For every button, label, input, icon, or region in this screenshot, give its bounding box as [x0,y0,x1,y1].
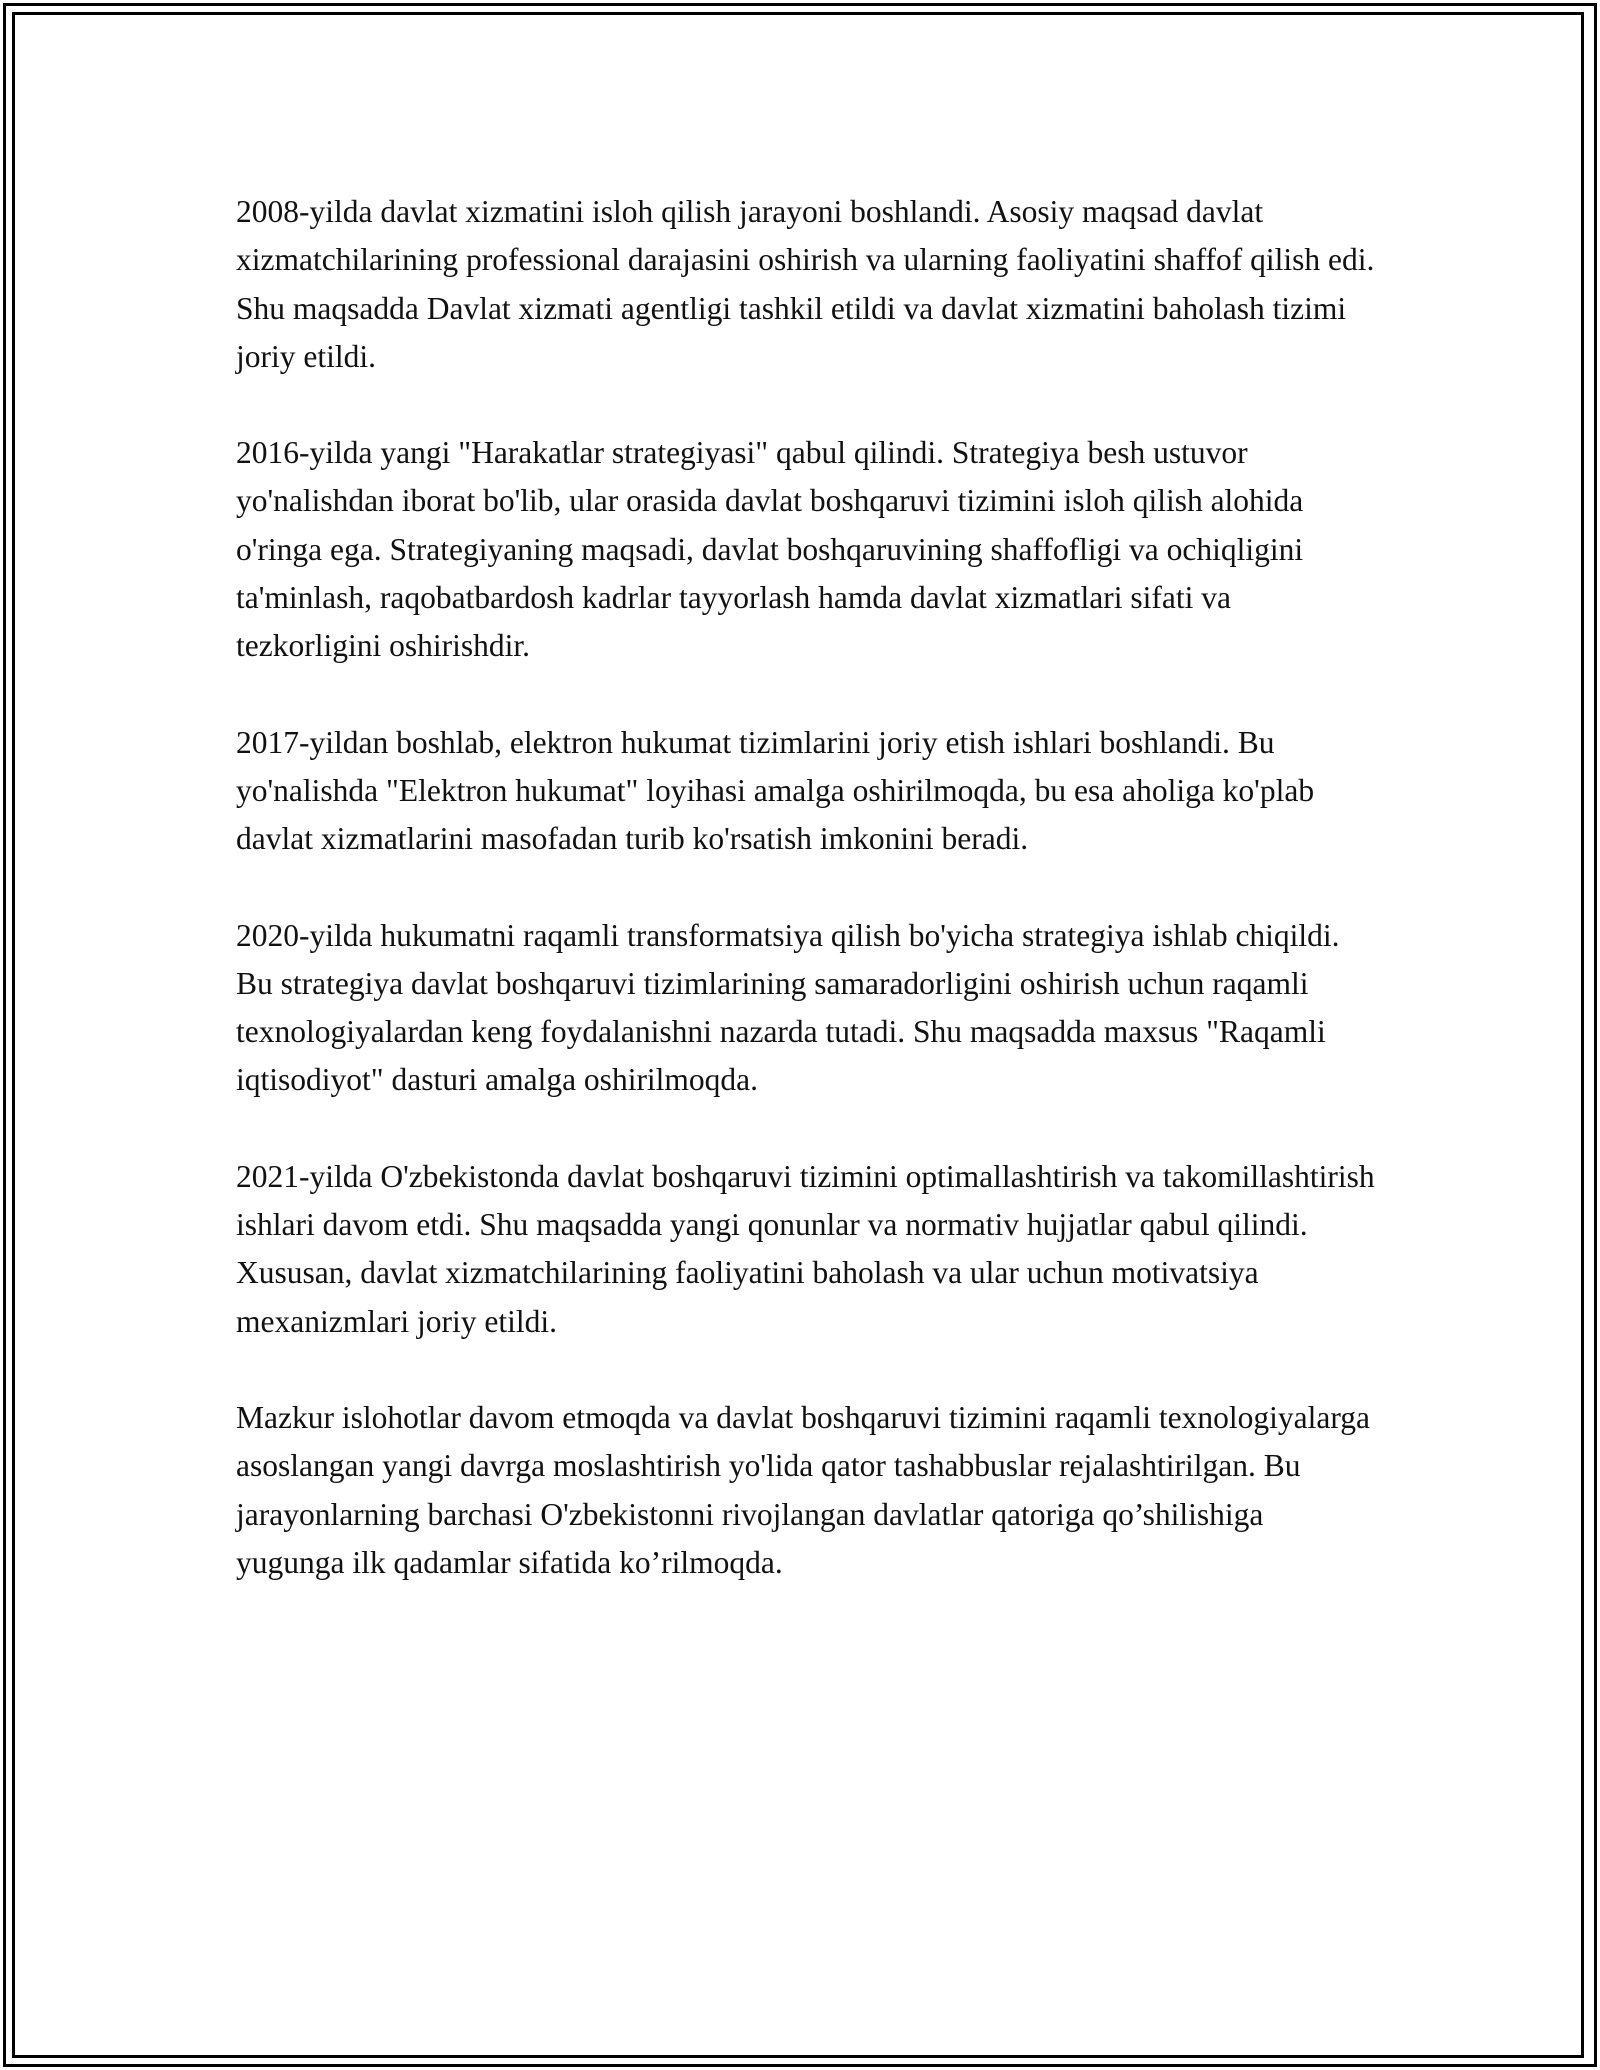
paragraph-2021: 2021-yilda O'zbekistonda davlat boshqaruvi tizimini optimallashtirish va takomillashtirish ishlari davom etdi. Shu maqsadda yangi qonunlar va normativ hujjatlar qabul qilindi. Xususan, davlat xizmatchilarining faoliyatini baholash va ular uchun motivatsiya mexanizmlari joriy etildi. [236,1158,1375,1339]
paragraph-2020: 2020-yilda hukumatni raqamli transformatsiya qilish bo'yicha strategiya ishlab chiqildi. Bu strategiya davlat boshqaruvi tizimlarining samaradorligini oshirish uchun raqamli texnologiyalardan keng foydalanishni nazarda tutadi. Shu maqsadda maxsus "Raqamli iqtisodiyot" dasturi amalga oshirilmoqda. [236,917,1340,1098]
paragraph-2016: 2016-yilda yangi "Harakatlar strategiyasi" qabul qilindi. Strategiya besh ustuvor yo'nalishdan iborat bo'lib, ular orasida davlat boshqaruvi tizimini isloh qilish alohida o'ringa ega. Strategiyaning maqsadi, davlat boshqaruvining shaffofligi va ochiqligini ta'minlash, raqobatbardosh kadrlar tayyorlash hamda davlat xizmatlari sifati va tezkorligini oshirishdir. [236,435,1304,664]
paragraph-conclusion: Mazkur islohotlar davom etmoqda va davlat boshqaruvi tizimini raqamli texnologiyalarga asoslangan yangi davrga moslashtirish yo'lida qator tashabbuslar rejalashtirilgan. Bu jarayonlarning barchasi O'zbekistonni rivojlangan davlatlar qatoriga qo’shilishiga yugunga ilk qadamlar sifatida ko’rilmoqda. [236,1399,1370,1580]
paragraph-2017: 2017-yildan boshlab, elektron hukumat tizimlarini joriy etish ishlari boshlandi. Bu yo'nalishda "Elektron hukumat" loyihasi amalga oshirilmoqda, bu esa aholiga ko'plab davlat xizmatlarini masofadan turib ko'rsatish imkonini beradi. [236,724,1315,857]
document-body [236,188,1376,1635]
paragraph-2008: 2008-yilda davlat xizmatini isloh qilish jarayoni boshlandi. Asosiy maqsad davlat xizmatchilarining professional darajasini oshirish va ularning faoliyatini shaffof qilish edi. Shu maqsadda Davlat xizmati agentligi tashkil etildi va davlat xizmatini baholash tizimi joriy etildi. [236,194,1375,374]
